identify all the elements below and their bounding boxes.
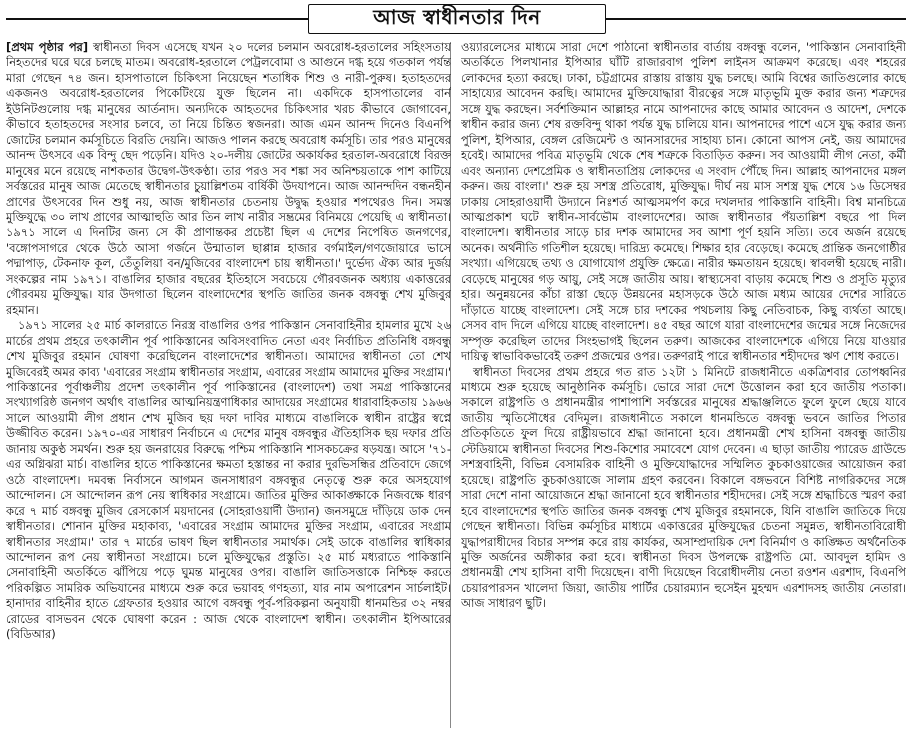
continuation-tag: [প্রথম পৃষ্ঠার পর]: [6, 40, 89, 54]
article-paragraph: স্বাধীনতা দিবসের প্রথম প্রহরে গত রাত ১২টা ১ মিনিটে রাজধানীতে একত্রিশবার তোপধ্বনির মাধ্যমে শুরু হয়েছে আনুষ্ঠানিক কর্মসূচি। ভোরে সারা দেশে উত্তোলন করা হবে জাতীয় পতাকা। সকালে রাষ্ট্রপতি ও প্রধানমন্ত্রীর পাশাপাশি সর্বস্তরের মানুষের শ্রদ্ধাঞ্জলিতে ফুলে ফুলে ছেয়ে যাবে জাতীয় স্মৃতিসৌধের বেদিমূল। রাজধানীতে সকালে ধানমন্ডিতে বঙ্গবন্ধু ভবনে জাতির পিতার প্রতিকৃতিতে ফুল দিয়ে রাষ্ট্রীয়ভাবে শ্রদ্ধা জানানো হবে। প্রধানমন্ত্রী শেখ হাসিনা বঙ্গবন্ধু জাতীয় স্টেডিয়ামে স্বাধীনতা দিবসের শিশু-কিশোর সমাবেশে যোগ দেবেন। এ ছাড়া জাতীয় প্যারেড গ্রাউন্ডে সশস্ত্রবাহিনী, বিভিন্ন বেসামরিক বাহিনী ও মুক্তিযোদ্ধাদের সম্মিলিত কুচকাওয়াজের আয়োজন করা হয়েছে। রাষ্ট্রপতি কুচকাওয়াজে সালাম গ্রহণ করবেন। বিকালে বঙ্গভবনে বিশিষ্ট নাগরিকদের সঙ্গে সারা দেশে নানা আয়োজনে শ্রদ্ধা জানানো হবে স্বাধীনতার শহীদদের। সেই সঙ্গে শ্রদ্ধাচিত্তে স্মরণ করা হবে বাংলাদেশের স্থপতি জাতির জনক বঙ্গবন্ধু শেখ মুজিবুর রহমানকে, যিনি বাঙালি জাতিকে দিয়ে গেছেন স্বাধীনতা। বিভিন্ন কর্মসূচির মাধ্যমে একাত্তরের মুক্তিযুদ্ধের চেতনা সমুন্নত, স্বাধীনতাবিরোধী যুদ্ধাপরাধীদের বিচার সম্পন্ন করে রায় কার্যকর, অসাম্প্রদায়িক দেশ বিনির্মাণ ও কাঙ্ক্ষিত অর্থনৈতিক মুক্তি অর্জনের অঙ্গীকার করা হবে। স্বাধীনতা দিবস উপলক্ষে রাষ্ট্রপতি মো. আবদুল হামিদ ও প্রধানমন্ত্রী শেখ হাসিনা বাণী দিয়েছেন। বাণী দিয়েছেন বিরোধীদলীয় নেতা রওশন এরশাদ, বিএনপি চেয়ারপারসন খালেদা জিয়া, জাতীয় পার্টির চেয়ারম্যান হুসেইন মুহম্মদ এরশাদসহ জাতীয় নেতারা। আজ সাধারণ ছুটি।: [461, 364, 906, 611]
headline-rule-right: [606, 18, 906, 20]
headline-rule-left: [6, 18, 308, 20]
article-paragraph: [6, 40, 451, 318]
paragraph-text: স্বাধীনতা দিবস এসেছে যখন ২০ দলের চলমান অবরোধ-হরতালের সহিংসতায় নিহতদের ঘরে ঘরে চলছে মাতম। অবরোধ-হরতালে পেট্রলবোমা ও আগুনে দগ্ধ হয়ে গতকাল পর্যন্ত মারা গেছেন ৭৪ জন। হাসপাতালে চিকিৎসা নিয়েছেন শতাধিক শিশু ও নারী-পুরুষ। হতাহতদের একজনও অবরোধ-হরতালের পিকেটিংয়ে যুক্ত ছিলেন না। একদিকে হাসপাতালের বার্ন ইউনিটগুলোয় দগ্ধ মানুষের আর্তনাদ। অন্যদিকে আহতদের চিকিৎসার খরচ কীভাবে জোগাবেন, কীভাবে হতাহতদের সংসার চলবে, তা নিয়ে চিন্তিত স্বজনরা। আজ এমন আনন্দ দিনেও বিএনপি জোটের চলমান কর্মসূচিতে বিরতি দেয়নি। আজও পালন করছে অবরোধ কর্মসূচি। তার পরও মানুষের আনন্দ উৎসবে এক বিন্দু ছেদ পড়েনি। যদিও ২০-দলীয় জোটের অকার্যকর হরতাল-অবরোধে বিরক্ত মানুষের মনে রয়েছে নাশকতার উদ্বেগ-উৎকণ্ঠা। তার পরও সব শঙ্কা সব অনিশ্চয়তাকে পাশ কাটিয়ে সর্বস্তরের মানুষ আজ মেতেছে স্বাধীনতার চুয়াল্লিশতম বার্ষিকী উদযাপনে। আজ আনন্দদিন বন্ধনহীন প্রাণের উৎসবের দিন শুধু নয়, আজ স্বাধীনতার চেতনায় উদ্বুদ্ধ হওয়ার শপথেরও দিন। সমস্ত মুক্তিযুদ্ধে ৩০ লাখ প্রাণের আত্মাহুতি আর তিন লাখ নারীর সম্ভ্রমের বিনিময়ে পেয়েছি এ স্বাধীনতা। ১৯৭১ সালে এ দিনটির জন্য সে কী প্রাণান্তকর প্রচেষ্টা ছিল এ দেশের নিপেষিত জনগণের, 'বঙ্গোপসাগরে থেকে উঠে আসা গর্জনে উন্মাতাল ছাপ্পান্ন হাজার বর্গমাইল/গণজোয়ারে ভাসে পদ্মাপাড়, টেকনাফ কূল, তেঁতুলিয়া বন/মুজিবের বাংলাদেশ চায় স্বাধীনতা।' দুর্ভেদ্য ঐক্য আর দুর্জয় সংকল্পের নাম ১৯৭১। বাঙালির হাজার বছরের ইতিহাসে সবচেয়ে গৌরবজনক অধ্যায় একাত্তরের গৌরবময় মুক্তিযুদ্ধ। যার উদগাতা ছিলেন বাংলাদেশের স্থপতি জাতির জনক বঙ্গবন্ধু শেখ মুজিবুর রহমান।: [6, 40, 451, 317]
right-column: [461, 40, 906, 732]
article-paragraph: ওয়্যারলেসের মাধ্যমে সারা দেশে পাঠানো স্বাধীনতার বার্তায় বঙ্গবন্ধু বলেন, 'পাকিস্তান সেনাবাহিনী অতর্কিতে পিলখানার ইপিআর ঘাঁটি রাজারবাগ পুলিশ লাইনস আক্রমণ করেছে। এবং শহরের লোকদের হত্যা করছে। ঢাকা, চট্টগ্রামের রাস্তায় রাস্তায় যুদ্ধ চলছে। আমি বিশ্বের জাতিগুলোর কাছে সাহায্যের আবেদন করছি। আমাদের মুক্তিযোদ্ধারা বীরত্বের সঙ্গে মাতৃভূমি মুক্ত করার জন্য শত্রুদের সঙ্গে যুদ্ধ করছেন। সর্বশক্তিমান আল্লাহর নামে আপনাদের কাছে আমার আবেদন ও আদেশ, দেশকে স্বাধীন করার জন্য শেষ রক্তবিন্দু থাকা পর্যন্ত যুদ্ধ চালিয়ে যান। আপনাদের পাশে এসে যুদ্ধ করার জন্য পুলিশ, ইপিআর, বেঙ্গল রেজিমেন্ট ও আনসারদের সাহায্য চান। কোনো আপস নেই, জয় আমাদের হবেই। আমাদের পবিত্র মাতৃভূমি থেকে শেষ শত্রুকে বিতাড়িত করুন। সব আওয়ামী লীগ নেতা, কর্মী এবং অন্যান্য দেশপ্রেমিক ও স্বাধীনতাপ্রিয় লোকদের এ সংবাদ পৌঁছে দিন। আল্লাহ আপনাদের মঙ্গল করুন। জয় বাংলা।' শুরু হয় সশস্ত্র প্রতিরোধ, মুক্তিযুদ্ধ। দীর্ঘ নয় মাস সশস্ত্র যুদ্ধ শেষে ১৬ ডিসেম্বর ঢাকায় সোহরাওয়ার্দী উদ্যানে নিঃশর্ত আত্মসমর্পণ করে দখলদার পাকিস্তানি বাহিনী। বিশ্ব মানচিত্রে আত্মপ্রকাশ ঘটে স্বাধীন-সার্বভৌম বাংলাদেশের। আজ স্বাধীনতার পঁয়তাল্লিশ বছরে পা দিল বাংলাদেশ। স্বাধীনতার সাড়ে চার দশক আমাদের সব আশা পূর্ণ হয়নি সত্যি। তবে অর্জন রয়েছে অনেক। অর্থনীতি গতিশীল হয়েছে। দারিদ্র্য কমেছে। শিক্ষার হার বেড়েছে। কমেছে প্রান্তিক জনগোষ্ঠীর সংখ্যা। এগিয়েছে তথ্য ও যোগাযোগ প্রযুক্তি ক্ষেত্রে। নারীর ক্ষমতায়ন হয়েছে। স্বাবলম্বী হয়েছে নারী। বেড়েছে মানুষের গড় আয়ু, সেই সঙ্গে জাতীয় আয়। স্বাস্থ্যসেবা বাড়ায় কমেছে শিশু ও প্রসূতি মৃত্যুর হার। অনুন্নয়নের কাঁচা রাস্তা ছেড়ে উন্নয়নের মহাসড়কে উঠে আজ মধ্যম আয়ের দেশের সারিতে দাঁড়াতে যাচ্ছে বাংলাদেশ। সেই সঙ্গে চার দশকের পথচলায় কিছু নেতিবাচক, কিছু ব্যর্থতা আছে। সেসব বাদ দিলে এগিয়ে যাচ্ছে বাংলাদেশ। ৪৫ বছর আগে যারা বাংলাদেশের জন্মের সঙ্গে নিজেদের সম্পৃক্ত করেছিল তাদের সিংহভাগই ছিলেন তরুণ। আজকের বাংলাদেশকে এগিয়ে নিয়ে যাওয়ার দায়িত্ব স্বাভাবিকভাবেই তরুণ প্রজন্মের ওপর। তরুণরাই পারে স্বাধীনতার শহীদদের ঋণ শোধ করতে।: [461, 40, 906, 364]
article-body: [6, 40, 906, 732]
headline-banner: [0, 0, 912, 38]
headline-title: আজ স্বাধীনতার দিন: [308, 4, 606, 34]
left-column: [6, 40, 451, 732]
article-paragraph: ১৯৭১ সালের ২৫ মার্চ কালরাতে নিরস্ত্র বাঙালির ওপর পাকিস্তান সেনাবাহিনীর হামলার মুখে ২৬ মার্চের প্রথম প্রহরে তৎকালীন পূর্ব পাকিস্তানের অবিসংবাদিত নেতা এবং নির্বাচিত প্রতিনিধি বঙ্গবন্ধু শেখ মুজিবুর রহমান ঘোষণা করেছিলেন বাংলাদেশের স্বাধীনতা। আমাদের স্বাধীনতা তো শেখ মুজিবেরই অমর কাব্য 'এবারের সংগ্রাম স্বাধীনতার সংগ্রাম, এবারের সংগ্রাম আমাদের মুক্তির সংগ্রাম।' পাকিস্তানের পূর্বাঞ্চলীয় প্রদেশ তৎকালীন পূর্ব পাকিস্তানের (বাংলাদেশ) তথা সমগ্র পাকিস্তানের সংখ্যাগরিষ্ঠ জনগণ অর্থাৎ বাঙালির আত্মনিয়ন্ত্রণাধিকার আদায়ের সংগ্রামের ধারাবাহিকতায় ১৯৬৬ সালে আওয়ামী লীগ প্রধান শেখ মুজিব ছয় দফা দাবির মাধ্যমে বাঙালিকে স্বাধীন রাষ্ট্রের স্বপ্নে উজ্জীবিত করেন। ১৯৭০-এর সাধারণ নির্বাচনে এ দেশের মানুষ বঙ্গবন্ধুর ঐতিহাসিক ছয় দফার প্রতি জানায় অকুণ্ঠ সমর্থন। শুরু হয় জনরায়ের বিরুদ্ধে পশ্চিম পাকিস্তানি শাসকচক্রের ষড়যন্ত্র। আসে '৭১-এর অগ্নিঝরা মার্চ। বাঙালির হাতে পাকিস্তানের ক্ষমতা হস্তান্তর না করার দুরভিসন্ধির প্রতিবাদে জেগে ওঠে বাংলাদেশ। দমবন্ধ নির্বাসনে আগমন জনসাধারণ বঙ্গবন্ধুর নেতৃত্বে শুরু করে অসহযোগ আন্দোলন। সে আন্দোলন রূপ নেয় স্বাধিকার সংগ্রামে। জাতির মুক্তির আকাঙ্ক্ষাকে নিজবক্ষে ধারণ করে ৭ মার্চ বঙ্গবন্ধু মুজিব রেসকোর্স ময়দানের (সোহরাওয়ার্দী উদ্যান) জনসমুদ্রে দাঁড়িয়ে ডাক দেন স্বাধীনতার। শোনান মুক্তির মহাকাব্য, 'এবারের সংগ্রাম আমাদের মুক্তির সংগ্রাম, এবারের সংগ্রাম স্বাধীনতার সংগ্রাম।' তার ৭ মার্চের ভাষণ ছিল স্বাধীনতার সমার্থক। সেই ডাকে বাঙালির স্বাধিকার আন্দোলন রূপ নেয় স্বাধীনতা সংগ্রামে। চলে মুক্তিযুদ্ধের প্রস্তুতি। ২৫ মার্চ মধ্যরাতে পাকিস্তানি সেনাবাহিনী অতর্কিতে ঝাঁপিয়ে পড়ে ঘুমন্ত মানুষের ওপর। বাঙালি জাতিসত্তাকে নিশ্চিহ্ন করতে পরিকল্পিত সামরিক অভিযানের মাধ্যমে শুরু করে ভয়াবহ গণহত্যা, যার নাম অপারেশন সার্চলাইট। হানাদার বাহিনীর হাতে গ্রেফতার হওয়ার আগে বঙ্গবন্ধু পূর্ব-পরিকল্পনা অনুযায়ী ধানমন্ডির ৩২ নম্বর রোডের বাসভবন থেকে ঘোষণা করেন : আজ থেকে বাংলাদেশ স্বাধীন। তৎকালীন ইপিআরের (বিডিআর): [6, 318, 451, 642]
